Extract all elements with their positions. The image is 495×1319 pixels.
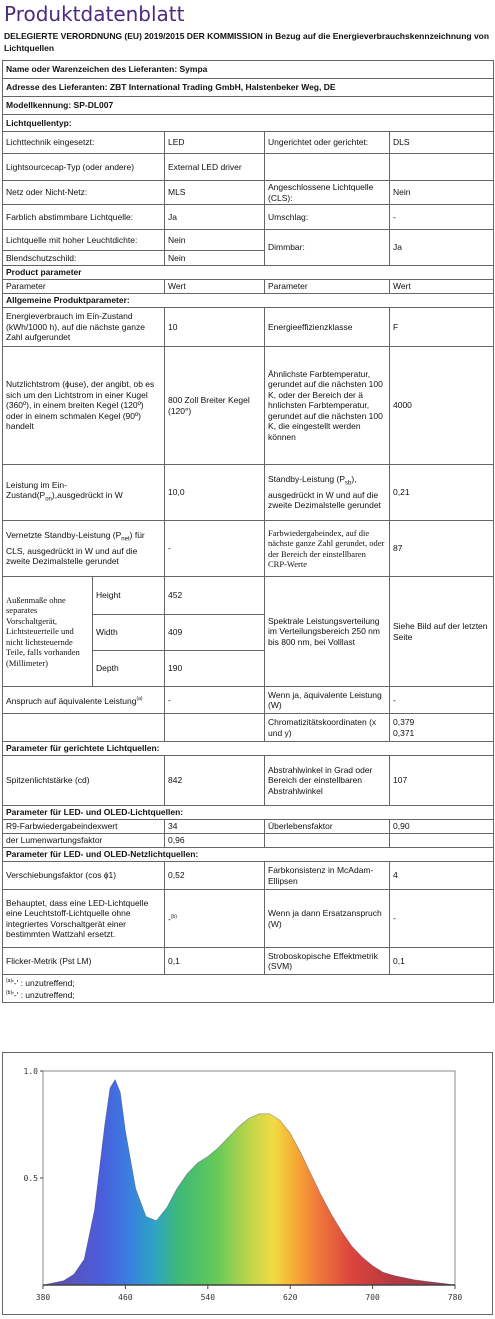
chromaticity-value [390, 714, 494, 742]
dimmable-label: Dimmbar: [265, 230, 390, 266]
glare-shield-value: Nein [165, 251, 265, 266]
supplier-address-row [3, 79, 494, 97]
high-luminance-value: Nein [165, 230, 265, 251]
lumen-maintenance-value: 0,96 [165, 834, 265, 848]
spectral-distribution-value: Siehe Bild auf der letzten Seite [390, 577, 494, 687]
table-header-row [3, 280, 494, 294]
x-tick-label: 380 [35, 1293, 51, 1302]
cls-label: Angeschlossene Lichtquelle (CLS): [265, 181, 390, 205]
equivalent-power-value: - [390, 687, 494, 714]
directional-label: Ungerichtet oder gerichtet: [265, 132, 390, 154]
table-row [3, 465, 494, 521]
energy-consumption-value: 10 [165, 308, 265, 347]
section-led-mains-parameters: Parameter für LED- und OLED-Netzlichtquellen: [3, 848, 494, 862]
y-tick-label: 0.5 [23, 1174, 38, 1183]
empty-cell [3, 714, 165, 742]
empty-cell [165, 714, 265, 742]
page-title: Produktdatenblatt [4, 2, 185, 26]
beam-angle-label: Abstrahlwinkel in Grad oder Bereich der einstellbaren Abstrahlwinkel [265, 756, 390, 806]
table-row [3, 577, 494, 615]
x-tick-label: 460 [118, 1293, 133, 1302]
x-tick-label: 540 [200, 1293, 216, 1302]
model-row [3, 97, 494, 115]
replacement-claim-value: -$^{(b)}$ [165, 890, 265, 948]
x-tick-label: 780 [447, 1293, 463, 1302]
mains-value: MLS [165, 181, 265, 205]
cri-value: 87 [390, 521, 494, 577]
empty-cell [265, 154, 390, 181]
high-luminance-label: Lichtquelle mit hoher Leuchtdichte: [3, 230, 165, 251]
model-identifier: Modellkennung: SP-DL007 [3, 97, 494, 115]
replacement-claim-label: Behauptet, dass eine LED-Lichtquelle eine Leuchtstoff-Lichtquelle ohne integriertes Vorschaltgerät einer bestimmten Wattzahl ersetzt. [3, 890, 165, 948]
luminous-flux-value: 800 Zoll Breiter Kegel (120°) [165, 347, 265, 465]
cap-type-label: Lightsourcecap-Typ (oder andere) [3, 154, 165, 181]
efficiency-class-label: Energieeffizienzklasse [265, 308, 390, 347]
parameter-header: Parameter [3, 280, 165, 294]
table-row [3, 862, 494, 890]
r9-value: 34 [165, 820, 265, 834]
spectral-distribution-label: Spektrale Leistungsverteilung im Verteilungsbereich 250 nm bis 800 nm, bei Volllast [265, 577, 390, 687]
section-product-parameter: Product parameter [3, 266, 494, 280]
footnote-a: $^{(a)}$'-' : unzutreffend; [6, 977, 75, 988]
color-consistency-value: 4 [390, 862, 494, 890]
table-row [3, 230, 494, 251]
spectrum-chart [3, 1053, 492, 1314]
height-label: Height [93, 577, 165, 615]
glare-shield-label: Blendschutzschild: [3, 251, 165, 266]
value-header: Wert [390, 280, 494, 294]
standby-power-value: 0,21 [390, 465, 494, 521]
envelope-label: Umschlag: [265, 205, 390, 230]
on-mode-power-value: 10,0 [165, 465, 265, 521]
displacement-factor-value: 0,52 [165, 862, 265, 890]
supplier-address: Adresse des Lieferanten: ZBT International Trading GmbH, Halstenbeker Weg, DE [3, 79, 494, 97]
cct-label: Ähnlichste Farbtemperatur, gerundet auf die nächsten 100 K, oder der Bereich der ä hnlichsten Farbtemperatur, gerundet auf die nächsten 100 K, die eingestellt werden können [265, 347, 390, 465]
replacement-wattage-value: - [390, 890, 494, 948]
section-row [3, 115, 494, 132]
light-technology-label: Lichttechnik eingesetzt: [3, 132, 165, 154]
section-directional-parameters: Parameter für gerichtete Lichtquellen: [3, 742, 494, 756]
table-row [3, 756, 494, 806]
product-data-table [2, 60, 494, 1003]
flicker-metric-label: Flicker-Metrik (Pst LM) [3, 948, 165, 975]
networked-standby-value: - [165, 521, 265, 577]
footnotes-row [3, 975, 494, 1003]
table-row [3, 890, 494, 948]
section-led-parameters: Parameter für LED- und OLED-Lichtquellen: [3, 806, 494, 820]
dimmable-value: Ja [390, 230, 494, 266]
section-row [3, 806, 494, 820]
chart-layer [24, 1067, 463, 1302]
supplier-name-row [3, 61, 494, 79]
networked-standby-label: Vernetzte Standby-Leistung $(P_{net})$ für CLS, ausgedrückt in W und auf die zweite Dezimalstelle gerundet [3, 521, 165, 577]
stroboscopic-metric-label: Stroboskopische Effektmetrik (SVM) [265, 948, 390, 975]
footnotes [3, 975, 494, 1003]
energy-consumption-label: Energieverbrauch im Ein-Zustand (kWh/1000 h), auf die nächste ganze Zahl aufgerundet [3, 308, 165, 347]
section-general-parameters: Allgemeine Produktparameter: [3, 294, 494, 308]
peak-intensity-value: 842 [165, 756, 265, 806]
standby-power-label: Standby-Leistung $(P_{sb})$, ausgedrückt in W und auf die zweite Dezimalstelle gerundet [265, 465, 390, 521]
survival-factor-value: 0,90 [390, 820, 494, 834]
empty-cell [390, 154, 494, 181]
light-technology-value: LED [165, 132, 265, 154]
table-row [3, 714, 494, 742]
table-row [3, 132, 494, 154]
table-row [3, 820, 494, 834]
table-row [3, 687, 494, 714]
color-consistency-label: Farbkonsistenz in McAdam-Ellipsen [265, 862, 390, 890]
table-row [3, 205, 494, 230]
cap-type-value: External LED driver [165, 154, 265, 181]
cls-value: Nein [390, 181, 494, 205]
parameter-header: Parameter [265, 280, 390, 294]
chromaticity-y: 0,371 [393, 727, 415, 738]
lumen-maintenance-label: der Lumenwartungsfaktor [3, 834, 165, 848]
dimensions-label: Außenmaße ohne separates Vorschaltgerät, Lichtsteuerteile und nicht lichtsteuernde Teile, falls vorhanden (Millimeter) [3, 577, 93, 687]
table-row [3, 154, 494, 181]
x-tick-label: 620 [282, 1293, 298, 1302]
peak-intensity-label: Spitzenlichtstärke (cd) [3, 756, 165, 806]
empty-cell [265, 834, 390, 848]
depth-value: 190 [165, 651, 265, 687]
depth-label: Depth [93, 651, 165, 687]
supplier-name: Name oder Warenzeichen des Lieferanten: Sympa [3, 61, 494, 79]
section-row [3, 848, 494, 862]
width-label: Width [93, 615, 165, 651]
r9-label: R9-Farbwiedergabeindexwert [3, 820, 165, 834]
flicker-metric-value: 0,1 [165, 948, 265, 975]
width-value: 409 [165, 615, 265, 651]
section-light-source-type: Lichtquellentyp: [3, 115, 494, 132]
mains-label: Netz oder Nicht-Netz: [3, 181, 165, 205]
chromaticity-label: Chromatizitätskoordinaten (x und y) [265, 714, 390, 742]
stroboscopic-metric-value: 0,1 [390, 948, 494, 975]
efficiency-class-value: F [390, 308, 494, 347]
luminous-flux-label: Nutzlichtstrom (ɸuse), der angibt, ob es sich um den Lichtstrom in einer Kugel (360º), in einem breiten Kegel (120º) oder in einem schmalen Kegel (90º) handelt [3, 347, 165, 465]
table-row [3, 948, 494, 975]
section-row [3, 742, 494, 756]
on-mode-power-label: Leistung im Ein-$Zustand(P_{on}),ausgedrückt$ in W [3, 465, 165, 521]
section-row [3, 266, 494, 280]
directional-value: DLS [390, 132, 494, 154]
color-tunable-label: Farblich abstimmbare Lichtquelle: [3, 205, 165, 230]
cct-value: 4000 [390, 347, 494, 465]
spectrum-chart-panel [2, 1052, 493, 1315]
displacement-factor-label: Verschiebungsfaktor (cos ϕ1) [3, 862, 165, 890]
footnote-b: $^{(b)}$'-' : unzutreffend; [6, 990, 75, 1001]
height-value: 452 [165, 577, 265, 615]
table-row [3, 308, 494, 347]
cri-label: Farbwiedergabeindex, auf die nächste ganze Zahl gerundet, oder der Bereich der einstellbaren CRP-Werte [265, 521, 390, 577]
section-row [3, 294, 494, 308]
regulation-subtitle: DELEGIERTE VERORDNUNG (EU) 2019/2015 DER KOMMISSION in Bezug auf die Energieverbrauchskennzeichnung von Lichtquellen [4, 31, 490, 53]
empty-cell [390, 834, 494, 848]
x-tick-label: 700 [365, 1293, 380, 1302]
beam-angle-value: 107 [390, 756, 494, 806]
value-header: Wert [165, 280, 265, 294]
table-row [3, 347, 494, 465]
replacement-wattage-label: Wenn ja dann Ersatzanspruch (W) [265, 890, 390, 948]
color-tunable-value: Ja [165, 205, 265, 230]
envelope-value: - [390, 205, 494, 230]
survival-factor-label: Überlebensfaktor [265, 820, 390, 834]
y-tick-label: 1.0 [23, 1067, 38, 1076]
table-row [3, 834, 494, 848]
equivalent-power-claim-label: Anspruch auf äquivalente Leistung$^{(a)}$ [3, 687, 165, 714]
chromaticity-x: 0,379 [393, 717, 415, 727]
equivalent-power-label: Wenn ja, äquivalente Leistung (W) [265, 687, 390, 714]
table-row [3, 181, 494, 205]
table-row [3, 521, 494, 577]
equivalent-power-claim-value: - [165, 687, 265, 714]
